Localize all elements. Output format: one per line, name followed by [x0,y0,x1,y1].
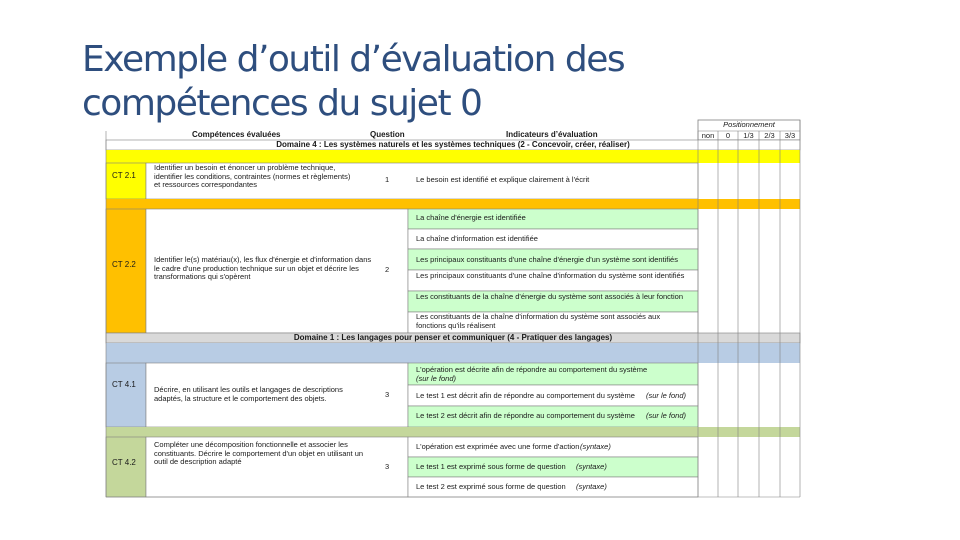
ct41-indicator-3: Le test 2 est décrit afin de répondre au comportement du système [416,411,635,420]
ct41-band [106,343,800,363]
ct21-code: CT 2.1 [112,171,136,180]
slide-title-line-1: Exemple d’outil d’évaluation des [82,39,625,80]
ct41-code-cell [106,363,146,427]
ct41-indicator-1-note: (sur le fond) [416,374,457,383]
ct41-indicator-3-note: (sur le fond) [646,411,687,420]
pos-col-non: non [701,131,715,140]
ct22-description: Identifier le(s) matériau(x), les flux d'énergie et d'information dans le cadre d'une production technique sur un objet et décrire les transformations qui s'opèrent [154,255,372,281]
ct41-code: CT 4.1 [112,380,136,389]
ct22-code-cell [106,209,146,333]
ct42-indicator-3-note: (syntaxe) [576,482,607,491]
ct22-indicator-6: Les constituants de la chaîne d'information du système sont associés aux fonctions qu'ils réalisent [416,312,661,330]
pos-col-1-3: 1/3 [743,131,754,140]
ct22-indicator-2: La chaîne d'information est identifiée [416,234,538,243]
ct22-question: 2 [385,265,390,274]
ct42-indicator-1: L'opération est exprimée avec une forme d'action [416,442,580,451]
ct42-indicator-3: Le test 2 est exprimé sous forme de question [416,482,566,491]
header-indicateurs: Indicateurs d’évaluation [506,130,598,139]
ct21-band [106,150,800,163]
ct41-indicator-1: L'opération est décrite afin de répondre au comportement du système [416,365,648,374]
header-question: Question [370,130,405,139]
ct41-description: Décrire, en utilisant les outils et langages de descriptions adaptés, la structure et le comportement des objets. [154,385,343,403]
pos-col-3-3: 3/3 [784,131,796,140]
ct22-indicator-3: Les principaux constituants d'une chaîne d'énergie d'un système sont identifiés [416,255,678,264]
ct42-description: Compléter une décomposition fonctionnelle et associer les constituants. Décrire le comportement d'un objet en utilisant un outil de description adapté [154,440,364,466]
ct42-indicator-2: Le test 1 est exprimé sous forme de question [416,462,566,471]
ct21-question: 1 [385,175,390,184]
ct41-indicator-2: Le test 1 est décrit afin de répondre au comportement du système [416,391,635,400]
ct22-indicator-1: La chaîne d'énergie est identifiée [416,213,526,222]
pos-col-0: 0 [725,131,731,140]
ct22-indicator-5: Les constituants de la chaîne d'énergie du système sont associés à leur fonction [416,292,684,301]
ct42-question: 3 [385,462,390,471]
header-competences: Compétences évaluées [192,130,281,139]
ct42-code: CT 4.2 [112,458,136,467]
domain-4-label: Domaine 4 : Les systèmes naturels et les systèmes techniques (2 - Concevoir, créer, réaliser) [276,140,630,149]
header-positionnement: Positionnement [723,120,775,129]
ct42-indicator-2-note: (syntaxe) [576,462,607,471]
ct42-band [106,427,800,437]
ct41-question: 3 [385,390,390,399]
ct22-band [106,199,800,209]
ct22-code: CT 2.2 [112,260,136,269]
ct21-code-cell [106,163,146,199]
ct42-indicator-1-note: (syntaxe) [580,442,611,451]
slide-title-line-2: compétences du sujet 0 [82,83,482,124]
ct21-indicator-1: Le besoin est identifié et explique clairement à l'écrit [416,175,590,184]
domain-1-label: Domaine 1 : Les langages pour penser et communiquer (4 - Pratiquer des langages) [293,333,613,342]
pos-col-2-3: 2/3 [764,131,775,140]
ct22-indicator-4: Les principaux constituants d'une chaîne d'information du système sont identifiés [416,271,685,280]
ct21-description: Identifier un besoin et énoncer un problème technique, identifier les conditions, contraintes (normes et règlements) et ressources correspondantes [154,163,351,189]
ct41-indicator-2-note: (sur le fond) [646,391,687,400]
